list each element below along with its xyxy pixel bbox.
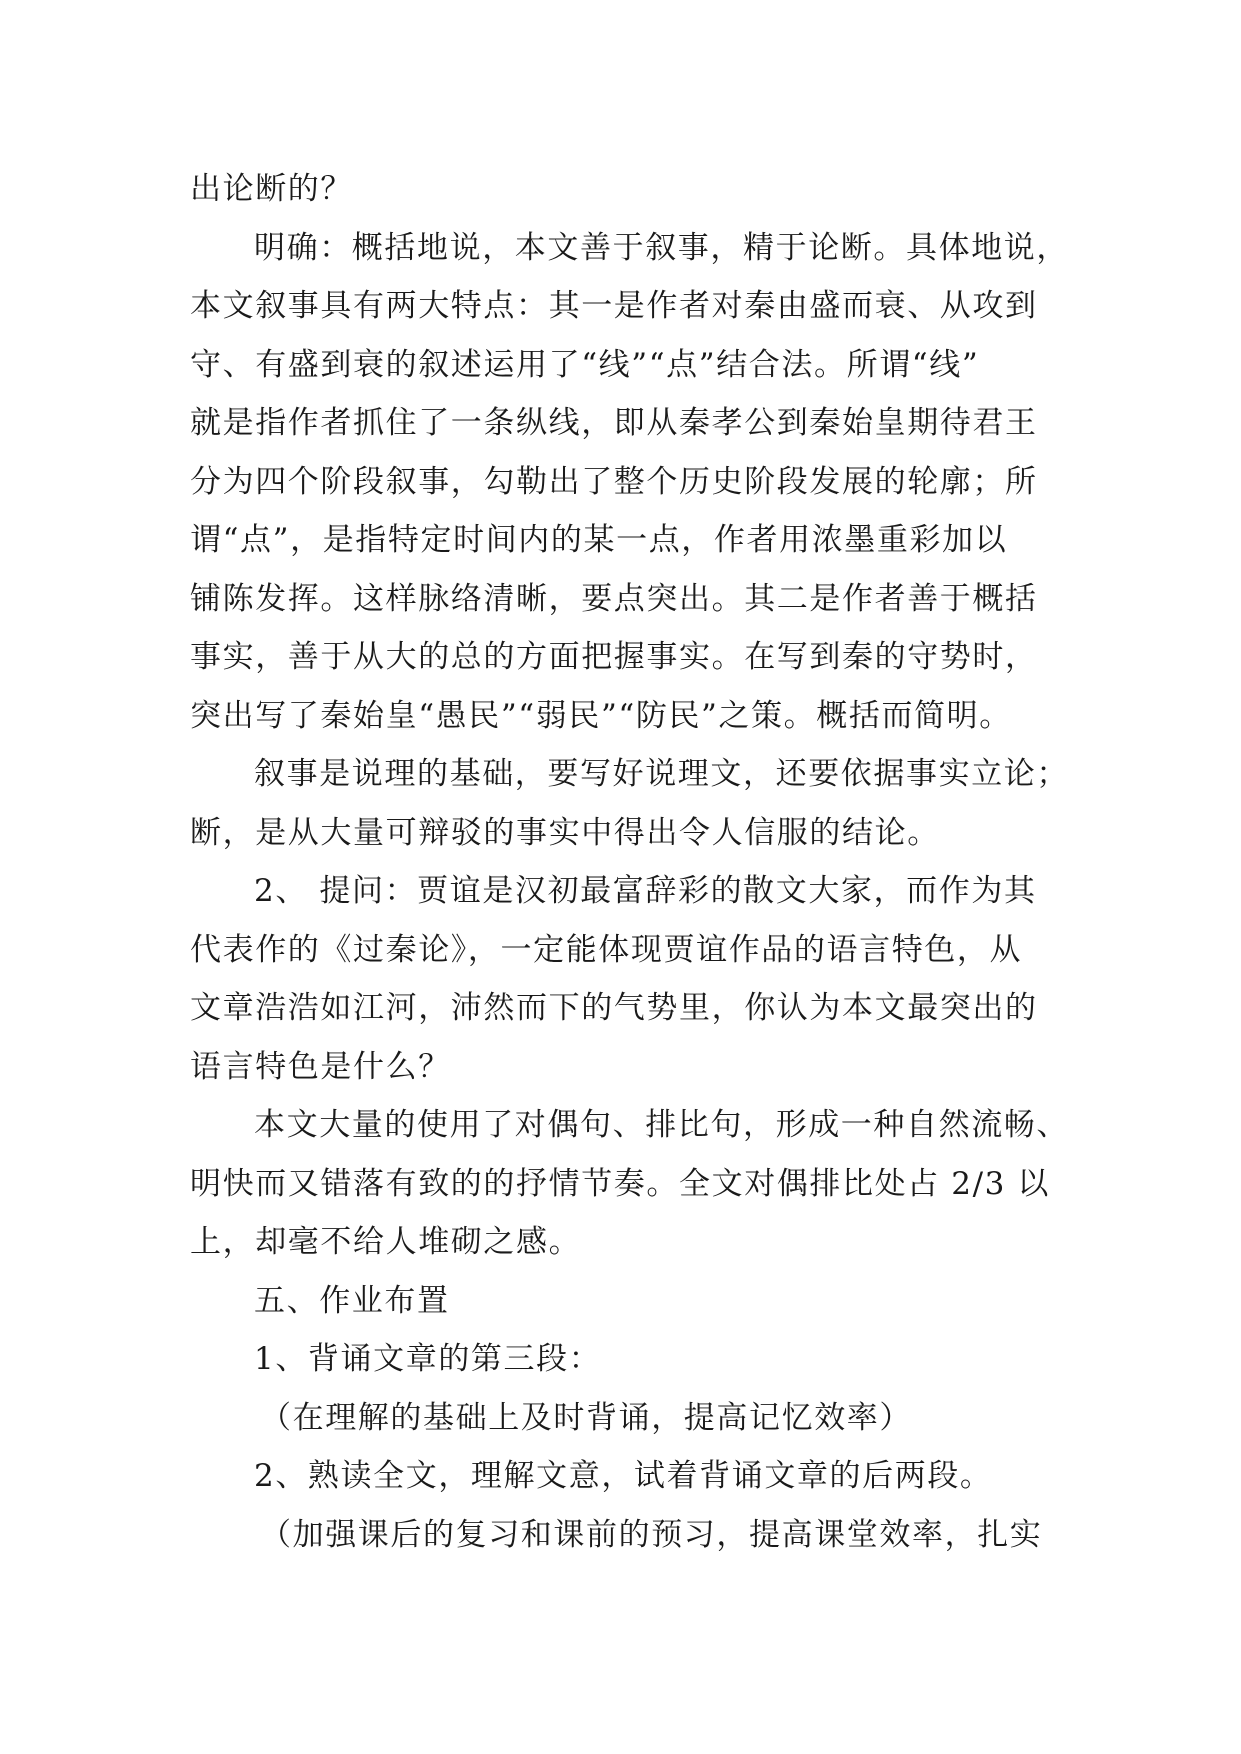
text-line: 守、有盛到衰的叙述运用了“线”“点”结合法。所谓“线” xyxy=(190,346,980,383)
text-line: 谓“点”，是指特定时间内的某一点，作者用浓墨重彩加以 xyxy=(190,522,1008,558)
text-line: 代表作的《过秦论》，一定能体现贾谊作品的语言特色，从 xyxy=(190,931,1023,968)
text-line: 事实，善于从大的总的方面把握事实。在写到秦的守势时， xyxy=(190,639,1038,675)
task-item: 2、熟读全文，理解文意，试着背诵文章的后两段。 xyxy=(254,1458,993,1494)
text-line: 明确：概括地说，本文善于叙事，精于论断。具体地说， xyxy=(254,229,1069,266)
text-line: 铺陈发挥。这样脉络清晰，要点突出。其二是作者善于概括 xyxy=(190,580,1038,617)
body-text xyxy=(190,160,1090,1564)
text-line: 断，是从大量可辩驳的事实中得出令人信服的结论。 xyxy=(190,814,940,851)
task-note: （在理解的基础上及时背诵，提高记忆效率） xyxy=(260,1399,912,1436)
text-line: 就是指作者抓住了一条纵线，即从秦孝公到秦始皇期待君王 xyxy=(190,405,1038,441)
text-line: 2、 提问：贾谊是汉初最富辞彩的散文大家，而作为其 xyxy=(254,873,1037,909)
text-line: 突出写了秦始皇“愚民”“弱民”“防民”之策。概括而简明。 xyxy=(190,697,1012,734)
text-line: 本文大量的使用了对偶句、排比句，形成一种自然流畅、 xyxy=(254,1107,1069,1143)
text-line: 叙事是说理的基础，要写好说理文，还要依据事实立论； xyxy=(254,756,1069,792)
text-line: 本文叙事具有两大特点：其一是作者对秦由盛而衰、从攻到 xyxy=(190,288,1038,324)
text-line: 出论断的？ xyxy=(190,171,353,207)
text-line: 语言特色是什么？ xyxy=(190,1048,451,1085)
text-line: 明快而又错落有致的的抒情节奏。全文对偶排比处占 2/3 以 xyxy=(190,1165,1050,1202)
text-line: 上，却毫不给人堆砌之感。 xyxy=(190,1224,582,1260)
task-note: （加强课后的复习和课前的预习，提高课堂效率，扎实 xyxy=(260,1516,1043,1553)
task-item: 1、背诵文章的第三段： xyxy=(254,1341,602,1377)
section-heading: 五、作业布置 xyxy=(254,1282,450,1319)
text-line: 分为四个阶段叙事，勾勒出了整个历史阶段发展的轮廓；所 xyxy=(190,463,1038,500)
text-line: 文章浩浩如江河，沛然而下的气势里，你认为本文最突出的 xyxy=(190,990,1038,1026)
